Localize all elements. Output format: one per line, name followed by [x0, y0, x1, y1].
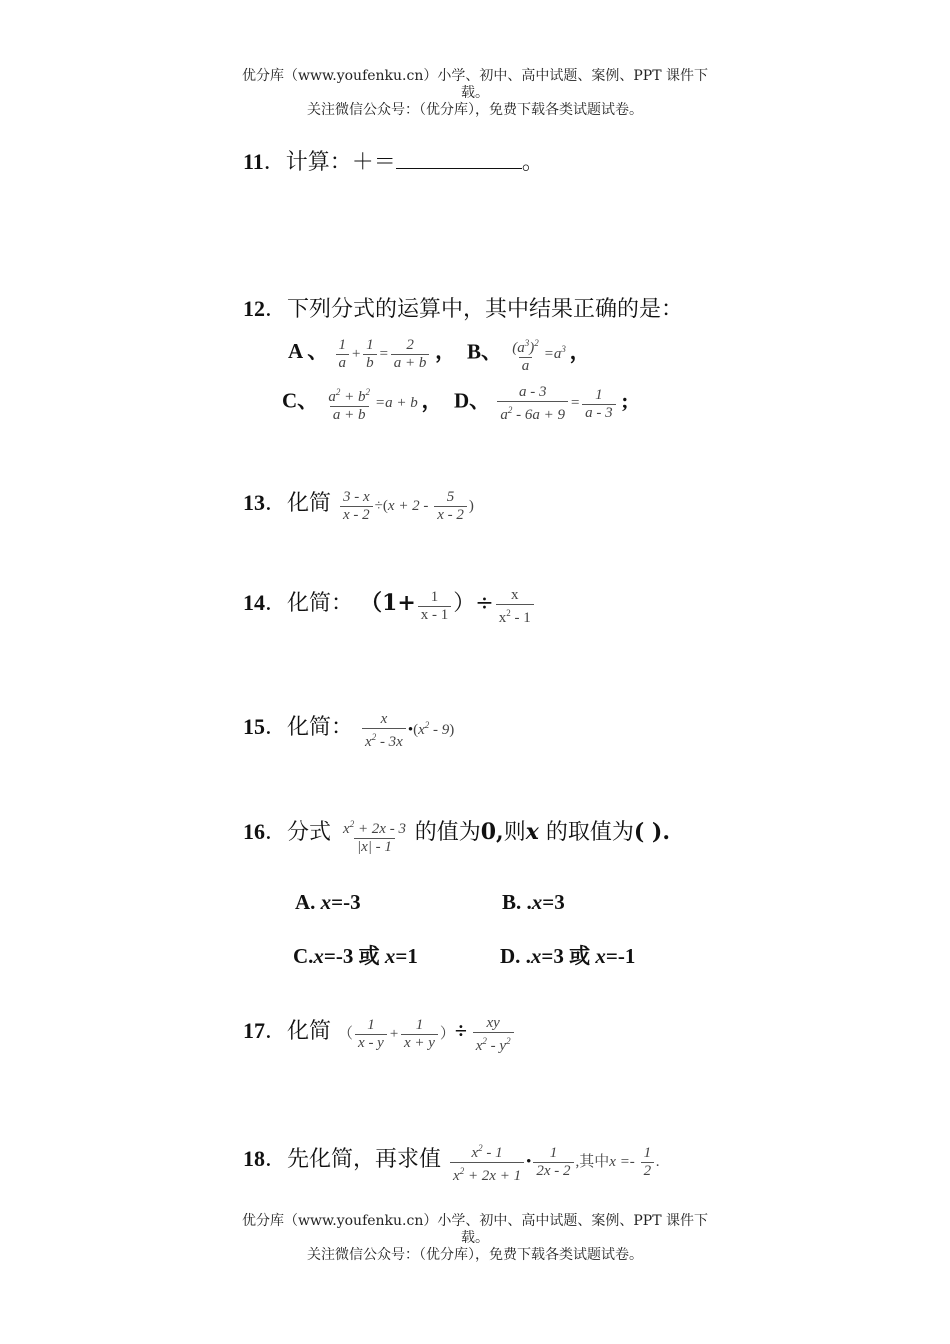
answer-paren: ( ).	[633, 819, 670, 845]
answer-blank	[396, 150, 522, 169]
question-13	[243, 486, 474, 524]
q16-option-c: C.x=-3 或 x=1	[293, 944, 418, 968]
question-text-4: 的取值为	[538, 820, 634, 845]
formula-a: $\frac{1}{a}$ + $\frac{1}{b}$ = $\frac{2}{a + b}$	[334, 346, 436, 362]
variable-x: x	[525, 819, 539, 845]
page-footer	[0, 1213, 950, 1264]
question-text: ．化简：	[265, 715, 354, 740]
question-12	[243, 292, 683, 323]
formula-14: （1+ $\frac{1}{x - 1}$ ）÷ $\frac{x}{x^2 - 1}$	[360, 591, 536, 616]
question-number: 15	[243, 714, 265, 739]
question-text-2: 的值为	[414, 820, 481, 845]
page-header	[0, 68, 950, 119]
option-c: C、 $\frac{a^2 + b^2}{a + b}$ =a + b ，	[282, 387, 443, 423]
q16-option-d: D. .x=3 或 x=-1	[500, 944, 636, 968]
option-b: B、 $\frac{(a^3)^2}{a}$ $=a^3$ ，	[467, 338, 591, 374]
question-end: 。	[521, 150, 544, 175]
question-15	[243, 710, 454, 751]
question-text: ．化简：	[265, 591, 354, 616]
formula-13: $\frac{3 - x}{x - 2}$ ÷(x + 2 - $\frac{5}{x - 2}$ )	[338, 498, 474, 514]
question-text-3: 则	[503, 820, 526, 845]
option-label: B	[467, 339, 482, 364]
question-18	[243, 1140, 660, 1185]
formula-18: $\frac{x^2 - 1}{x^2 + 2x + 1}$ • $\frac{1}{2x - 2}$ ,其中x =- $\frac{1}{2}$ .	[448, 1154, 660, 1170]
formula-c: $\frac{a^2 + b^2}{a + b}$ =a + b	[328, 387, 422, 423]
header-line-1: 优分库（www.youfenku.cn）小学、初中、高中试题、案例、PPT 课件下	[241, 68, 708, 84]
question-text: ．先化简，再求值	[265, 1146, 442, 1172]
option-a: A 、 $\frac{1}{a}$ + $\frac{1}{b}$ = $\frac{2}{a + b}$ ，	[288, 337, 457, 372]
question-17	[243, 1014, 516, 1055]
question-text: ．化简	[265, 491, 332, 516]
option-label: D	[454, 388, 470, 413]
formula-d: $\frac{a - 3}{a^2 - 6a + 9}$ = $\frac{1}{a - 3}$	[495, 395, 621, 411]
formula-b: $\frac{(a^3)^2}{a}$ $=a^3$	[512, 338, 566, 374]
option-label: A	[288, 339, 303, 363]
question-number: 18	[243, 1145, 265, 1171]
question-number: 13	[243, 490, 265, 515]
header-line-1b: 载。	[461, 85, 489, 101]
question-text: ．化简	[265, 1019, 332, 1044]
question-number: 11	[243, 149, 264, 174]
q16-option-b: B. .x=3	[502, 890, 565, 914]
footer-line-1b: 载。	[461, 1230, 489, 1246]
header-line-2: 关注微信公众号：（优分库），免费下载各类试题试卷。	[307, 102, 643, 118]
footer-line-2: 关注微信公众号：（优分库），免费下载各类试题试卷。	[307, 1247, 643, 1263]
option-label: C	[282, 388, 298, 413]
question-text: ．计算：＋＝	[263, 150, 396, 175]
question-number: 12	[243, 296, 265, 321]
footer-line-1: 优分库（www.youfenku.cn）小学、初中、高中试题、案例、PPT 课件下	[241, 1213, 708, 1229]
option-d: D、 $\frac{a - 3}{a^2 - 6a + 9}$ = $\frac{1}{a - 3}$ ;	[454, 384, 629, 423]
question-text: ．下列分式的运算中，其中结果正确的是：	[265, 297, 684, 322]
formula-16: $\frac{x^2 + 2x - 3}{|x| - 1}$	[343, 818, 406, 855]
question-text: ．分式	[265, 820, 332, 845]
zero-value: 0,	[480, 819, 504, 845]
question-16	[243, 815, 670, 856]
question-number: 17	[243, 1018, 265, 1043]
question-14	[243, 586, 536, 627]
question-number: 16	[243, 819, 265, 844]
question-11	[243, 145, 544, 176]
question-number: 14	[243, 590, 265, 615]
q16-option-a: A. x=-3	[295, 890, 361, 914]
formula-15: $\frac{x}{x^2 - 3x}$ $•(x^2 - 9)$	[360, 722, 454, 738]
formula-17: （ $\frac{1}{x - y}$ + $\frac{1}{x + y}$ ）÷ $\frac{xy}{x^2 - y^2}$	[338, 1026, 516, 1042]
